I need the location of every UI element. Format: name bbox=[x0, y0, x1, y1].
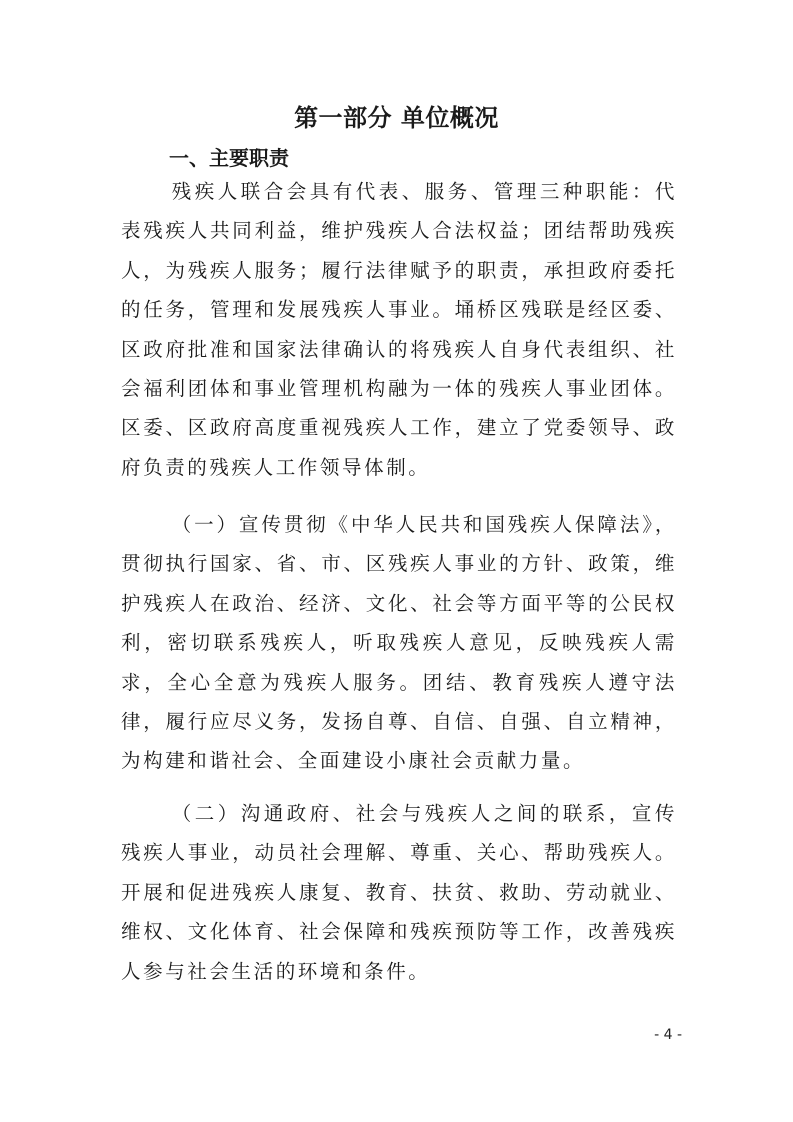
section-heading: 一、主要职责 bbox=[169, 146, 289, 170]
body-paragraph: （一）宣传贯彻《中华人民共和国残疾人保障法》，贯彻执行国家、省、市、区残疾人事业的方针、政策，维护残疾人在政治、经济、文化、社会等方面平等的公民权利，密切联系残疾人，听取残疾人意见，反映残疾人需求，全心全意为残疾人服务。团结、教育残疾人遵守法律，履行应尽义务，发扬自尊、自信、自强、自立精神，为构建和谐社会、全面建设小康社会贡献力量。 bbox=[121, 513, 677, 773]
body-paragraph: 残疾人联合会具有代表、服务、管理三种职能：代表残疾人共同利益，维护残疾人合法权益；团结帮助残疾人，为残疾人服务；履行法律赋予的职责，承担政府委托的任务，管理和发展残疾人事业。埇桥区残联是经区委、区政府批准和国家法律确认的将残疾人自身代表组织、社会福利团体和事业管理机构融为一体的残疾人事业团体。区委、区政府高度重视残疾人工作，建立了党委领导、政府负责的残疾人工作领导体制。 bbox=[121, 180, 677, 479]
page-number: - 4 - bbox=[654, 1027, 682, 1043]
body-paragraph: （二）沟通政府、社会与残疾人之间的联系，宣传残疾人事业，动员社会理解、尊重、关心、帮助残疾人。开展和促进残疾人康复、教育、扶贫、救助、劳动就业、维权、文化体育、社会保障和残疾预防等工作，改善残疾人参与社会生活的环境和条件。 bbox=[121, 802, 677, 983]
page-title: 第一部分 单位概况 bbox=[294, 104, 499, 132]
